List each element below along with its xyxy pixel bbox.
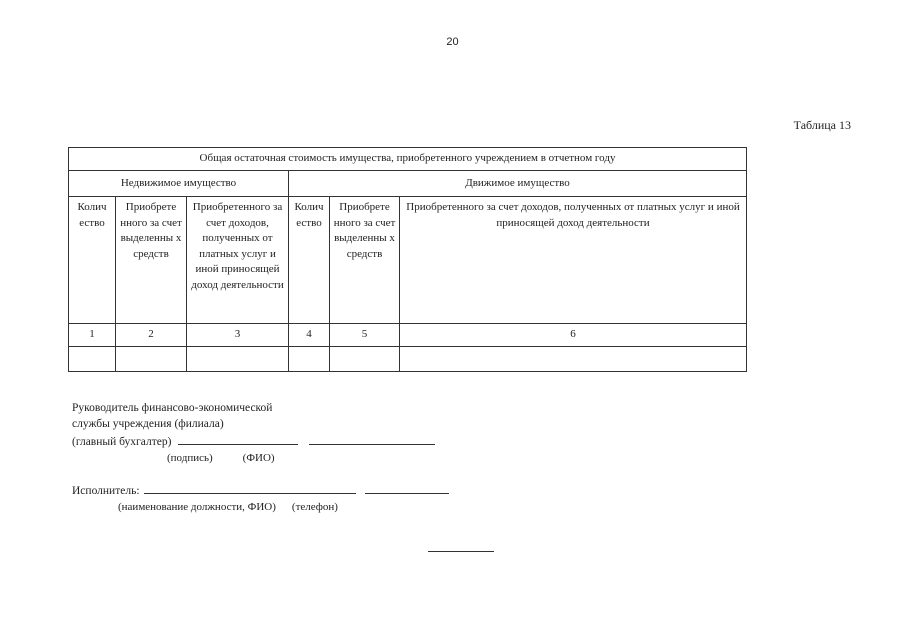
- table-cell: [330, 347, 400, 372]
- column-number: 3: [187, 324, 289, 347]
- phone-caption: (телефон): [291, 501, 338, 513]
- name-line: [309, 432, 435, 445]
- column-number: 1: [69, 324, 116, 347]
- table-cell: [69, 347, 116, 372]
- column-header: Приобретенного за счет доходов, полученных от платных услуг и иной приносящей доход деятельности: [187, 197, 289, 324]
- table-cell: [187, 347, 289, 372]
- group-movable: Движимое имущество: [289, 171, 747, 197]
- head-title-line: службы учреждения (филиала): [72, 418, 224, 430]
- column-header: Колич ество: [289, 197, 330, 324]
- table-cell: [289, 347, 330, 372]
- column-header: Колич ество: [69, 197, 116, 324]
- column-header: Приобрете нного за счет выделенны х средств: [330, 197, 400, 324]
- column-header: Приобрете нного за счет выделенны х средств: [116, 197, 187, 324]
- table-label: Таблица 13: [793, 118, 851, 132]
- property-table: [68, 147, 747, 372]
- head-title-line: Руководитель финансово-экономической: [72, 402, 273, 414]
- position-line: [144, 481, 356, 494]
- end-divider: [428, 551, 494, 552]
- executor-label: Исполнитель:: [72, 485, 140, 497]
- table-cell: [116, 347, 187, 372]
- table-title: Общая остаточная стоимость имущества, приобретенного учреждением в отчетном году: [69, 148, 747, 171]
- column-number: 5: [330, 324, 400, 347]
- table-cell: [400, 347, 747, 372]
- column-number: 2: [116, 324, 187, 347]
- column-number: 4: [289, 324, 330, 347]
- head-title-line: (главный бухгалтер): [72, 436, 172, 448]
- page-number: 20: [446, 36, 459, 48]
- name-caption: (ФИО): [242, 452, 275, 464]
- signature-line: [178, 432, 298, 445]
- column-number: 6: [400, 324, 747, 347]
- column-header: Приобретенного за счет доходов, полученных от платных услуг и иной приносящей доход деятельности: [400, 197, 747, 324]
- position-caption: (наименование должности, ФИО): [118, 501, 276, 513]
- phone-line: [365, 481, 449, 494]
- signature-caption: (подпись): [167, 452, 213, 464]
- group-immovable: Недвижимое имущество: [69, 171, 289, 197]
- signature-block: [72, 400, 449, 515]
